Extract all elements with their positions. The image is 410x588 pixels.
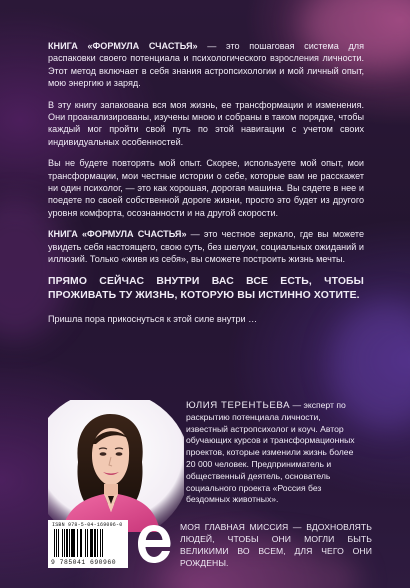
author-portrait (48, 400, 184, 532)
publisher-logo-icon (134, 521, 174, 567)
barcode-bar (87, 529, 88, 557)
isbn-barcode (48, 520, 128, 568)
intro-text: — это пошаговая система для распаковки своего потенциала и психологического взросления личности. Этот метод включает в себя знания астропсихологии и мой личный опыт, мою энергию и заряд. (48, 41, 364, 89)
intro-paragraph (48, 40, 364, 90)
life-paragraph: В эту книгу запакована вся моя жизнь, ее трансформации и изменения. Они проанализированы, изучены мною и собраны в таком порядке, чтобы каждый мог пройти свой путь по этой навигации с учетом своих индивидуальных особенностей. (48, 99, 364, 147)
emphasis-statement: ПРЯМО СЕЙЧАС ВНУТРИ ВАС ВСЕ ЕСТЬ, ЧТОБЫ ПРОЖИВАТЬ ТУ ЖИЗНЬ, КОТОРУЮ ВЫ ИСТИННО ХОТИТЕ. (48, 275, 364, 302)
mirror-text: — это честное зеркало, где вы можете увидеть себя настоящего, свою суть, без шелухи, социальных ожиданий и иллюзий. Только «живя из себя», вы сможете построить жизнь мечты. (48, 229, 365, 265)
barcode-bar (100, 529, 101, 557)
experience-paragraph: Вы не будете повторять мой опыт. Скорее, используете мой опыт, мои трансформации, мои честные истории о себе, которые вам не расскажет ни один психолог, — это как хорошая, дорогая машина. Вы сядете в нее и поедете по своей собственной дороге жизни, просто это будет из другого уровня комфорта, осознанности и на другой скорости. (48, 158, 364, 218)
book-title-lead-second: КНИГА «ФОРМУЛА СЧАСТЬЯ» (48, 229, 187, 240)
author-bio-text: — эксперт по раскрытию потенциала личности, известный астропсихолог и коуч. Автор обучающих курсов и трансформационных проектов, которые изменили жизнь более 20 000 человек. Предприниматель и общественный деятель, основатель социального проекта «Россия без бездомных животных». (186, 400, 355, 505)
barcode-bar (56, 529, 58, 557)
barcode-bar (94, 529, 97, 557)
closing-line: Пришла пора прикоснуться к этой силе внутри … (48, 313, 258, 324)
barcode-bar (102, 529, 104, 557)
barcode-bar (81, 529, 82, 557)
barcode-bar (91, 529, 93, 557)
barcode-bar (71, 529, 74, 557)
barcode-bar (69, 529, 70, 557)
barcode-bar (77, 529, 78, 557)
book-title-lead: КНИГА «ФОРМУЛА СЧАСТЬЯ» (48, 41, 198, 51)
isbn-number: ISBN 978-5-04-169096-0 (52, 522, 123, 528)
barcode-bar (66, 529, 68, 557)
author-mission: МОЯ ГЛАВНАЯ МИССИЯ — ВДОХНОВЛЯТЬ ЛЮДЕЙ, ЧТОБЫ ОНИ МОГЛИ БЫТЬ ВЕЛИКИМИ ВО ВСЕМ, ДЛЯ ЧЕГО ОНИ РОЖДЕНЫ. (180, 522, 372, 568)
author-bio (186, 400, 364, 506)
back-cover-description (48, 40, 364, 325)
author-name: ЮЛИЯ ТЕРЕНТЬЕВА (186, 400, 291, 411)
author-block (48, 400, 364, 532)
barcode-bar (97, 529, 98, 557)
mirror-paragraph (48, 228, 364, 265)
barcode-bar (58, 529, 59, 557)
barcode-bar (85, 529, 87, 557)
barcode-bar (64, 529, 65, 557)
barcode-bar (62, 529, 63, 557)
ean-digits: 9 785041 690960 (51, 559, 117, 566)
barcode-bars (54, 529, 122, 557)
barcode-bar (90, 529, 91, 557)
barcode-bar (74, 529, 75, 557)
